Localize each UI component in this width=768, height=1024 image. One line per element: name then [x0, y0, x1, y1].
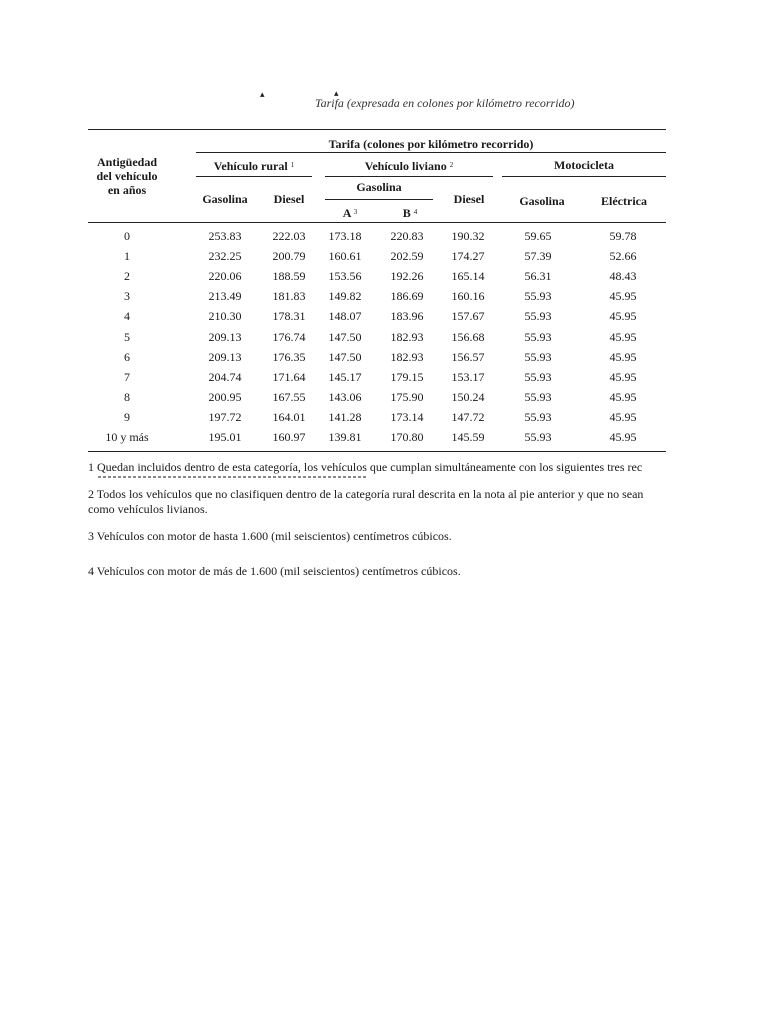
cell-liviano-gasolina-a: 139.81 — [328, 430, 362, 444]
gasolina-rule — [325, 199, 433, 200]
cell-liviano-gasolina-a: 145.17 — [328, 369, 362, 384]
header-liviano-diesel: Diesel — [453, 192, 485, 206]
cell-liviano-diesel: 153.17 — [451, 369, 485, 384]
cell-liviano-diesel: 145.59 — [451, 430, 485, 444]
cell-rural-diesel: 176.35 — [272, 349, 306, 364]
footnote-4: 4 Vehículos con motor de más de 1.600 (mil seiscientos) centímetros cúbicos. — [88, 564, 461, 578]
header-motocicleta: Motocicleta — [554, 158, 614, 172]
cell-liviano-diesel: 156.57 — [451, 349, 485, 364]
cell-moto-gasolina: 55.93 — [524, 389, 552, 404]
cell-moto-electrica: 45.95 — [609, 409, 637, 424]
cell-moto-gasolina: 56.31 — [524, 269, 552, 284]
rural-rule — [196, 176, 312, 177]
cell-liviano-gasolina-a: 148.07 — [328, 309, 362, 324]
cell-row-age: 6 — [124, 349, 130, 364]
cell-moto-electrica: 52.66 — [609, 249, 637, 264]
moto-rule — [502, 176, 666, 177]
group-rule — [196, 152, 666, 153]
header-vehiculo-liviano: Vehículo liviano $^2$ — [364, 159, 454, 173]
cell-liviano-diesel: 174.27 — [451, 249, 485, 264]
cell-rural-diesel: 200.79 — [272, 249, 306, 264]
cell-rural-gasolina: 232.25 — [208, 249, 242, 264]
cell-liviano-gasolina-b: 186.69 — [390, 289, 424, 304]
cell-moto-gasolina: 55.93 — [524, 329, 552, 344]
cell-moto-electrica: 45.95 — [609, 329, 637, 344]
cell-liviano-gasolina-b: 175.90 — [390, 389, 424, 404]
cell-row-age: 10 y más — [105, 430, 149, 444]
cell-liviano-gasolina-a: 173.18 — [328, 229, 362, 243]
cell-moto-electrica: 45.95 — [609, 369, 637, 384]
footnote-3: 3 Vehículos con motor de hasta 1.600 (mil seiscientos) centímetros cúbicos. — [88, 529, 452, 543]
cell-liviano-gasolina-b: 179.15 — [390, 369, 424, 384]
cell-moto-gasolina: 55.93 — [524, 289, 552, 304]
cell-rural-gasolina: 210.30 — [208, 309, 242, 324]
cell-liviano-diesel: 157.67 — [451, 309, 485, 324]
cell-moto-electrica: 45.95 — [609, 349, 637, 364]
cell-rural-gasolina: 209.13 — [208, 329, 242, 344]
cell-rural-gasolina: 204.74 — [208, 369, 242, 384]
cell-moto-gasolina: 55.93 — [524, 430, 552, 444]
cell-moto-electrica: 45.95 — [609, 389, 637, 404]
cell-liviano-diesel: 156.68 — [451, 329, 485, 344]
stray-mark: ▴ — [334, 88, 339, 98]
cell-moto-electrica: 45.95 — [609, 289, 637, 304]
header-rural-gasolina: Gasolina — [202, 192, 248, 206]
table-caption: Tarifa (expresada en colones por kilómetro recorrido) — [315, 96, 575, 110]
cell-moto-gasolina: 55.93 — [524, 349, 552, 364]
cell-rural-gasolina: 197.72 — [208, 409, 242, 424]
cell-rural-gasolina: 220.06 — [208, 269, 242, 284]
header-group-title: Tarifa (colones por kilómetro recorrido) — [328, 137, 534, 151]
header-rural-diesel: Diesel — [273, 192, 305, 206]
header-bottom-rule — [88, 222, 666, 223]
footnote-1: 1 Quedan incluidos dentro de esta categoría, los vehículos que cumplan simultáneamente con los siguientes tres rec — [88, 460, 643, 474]
header-liviano-gasolina: Gasolina — [356, 180, 402, 194]
liviano-rule — [325, 176, 493, 177]
cell-moto-gasolina: 55.93 — [524, 309, 552, 324]
footnote-2: 2 Todos los vehículos que no clasifiquen dentro de la categoría rural descrita en la nota al pie anterior y que no sean como vehículos livianos. — [88, 487, 644, 516]
cell-moto-gasolina: 55.93 — [524, 409, 552, 424]
cell-moto-electrica: 45.95 — [609, 430, 637, 444]
cell-rural-gasolina: 253.83 — [208, 229, 242, 243]
cell-row-age: 7 — [124, 369, 130, 384]
cell-row-age: 1 — [124, 249, 130, 264]
table-bottom-rule — [88, 451, 666, 452]
cell-rural-diesel: 178.31 — [272, 309, 306, 324]
cell-liviano-gasolina-b: 202.59 — [390, 249, 424, 264]
cell-row-age: 2 — [124, 269, 130, 284]
cell-liviano-diesel: 147.72 — [451, 409, 485, 424]
cell-row-age: 0 — [124, 229, 130, 243]
cell-moto-gasolina: 59.65 — [524, 229, 552, 243]
cell-liviano-gasolina-b: 173.14 — [390, 409, 424, 424]
footnote-1-clipped-line — [88, 475, 378, 479]
cell-moto-gasolina: 57.39 — [524, 249, 552, 264]
cell-liviano-gasolina-a: 160.61 — [328, 249, 362, 264]
cell-liviano-diesel: 190.32 — [451, 229, 485, 243]
header-antiguedad: Antigüedad del vehículo en años — [96, 155, 158, 197]
cell-rural-diesel: 181.83 — [272, 289, 306, 304]
cell-liviano-diesel: 150.24 — [451, 389, 485, 404]
cell-rural-gasolina: 200.95 — [208, 389, 242, 404]
cell-row-age: 8 — [124, 389, 130, 404]
cell-rural-diesel: 171.64 — [272, 369, 306, 384]
cell-moto-electrica: 45.95 — [609, 309, 637, 324]
header-gasolina-b: B $^4$ — [402, 206, 418, 220]
cell-liviano-gasolina-a: 141.28 — [328, 409, 362, 424]
cell-liviano-gasolina-b: 170.80 — [390, 430, 424, 444]
cell-rural-diesel: 167.55 — [272, 389, 306, 404]
cell-row-age: 4 — [124, 309, 130, 324]
cell-liviano-gasolina-b: 182.93 — [390, 349, 424, 364]
cell-liviano-gasolina-a: 143.06 — [328, 389, 362, 404]
header-moto-gasolina: Gasolina — [519, 194, 565, 208]
cell-liviano-diesel: 165.14 — [451, 269, 485, 284]
cell-liviano-gasolina-b: 182.93 — [390, 329, 424, 344]
cell-liviano-diesel: 160.16 — [451, 289, 485, 304]
cell-rural-diesel: 222.03 — [272, 229, 306, 243]
cell-moto-electrica: 59.78 — [609, 229, 637, 243]
cell-liviano-gasolina-b: 220.83 — [390, 229, 424, 243]
cell-rural-gasolina: 213.49 — [208, 289, 242, 304]
cell-row-age: 5 — [124, 329, 130, 344]
table-top-rule — [88, 129, 666, 130]
cell-liviano-gasolina-a: 153.56 — [328, 269, 362, 284]
cell-rural-gasolina: 209.13 — [208, 349, 242, 364]
cell-liviano-gasolina-b: 192.26 — [390, 269, 424, 284]
cell-moto-gasolina: 55.93 — [524, 369, 552, 384]
cell-row-age: 3 — [124, 289, 130, 304]
cell-rural-diesel: 160.97 — [272, 430, 306, 444]
cell-rural-gasolina: 195.01 — [208, 430, 242, 444]
cell-rural-diesel: 176.74 — [272, 329, 306, 344]
cell-liviano-gasolina-b: 183.96 — [390, 309, 424, 324]
cell-row-age: 9 — [124, 409, 130, 424]
header-gasolina-a: A $^3$ — [342, 206, 358, 220]
header-moto-electrica: Eléctrica — [601, 194, 647, 208]
cell-rural-diesel: 164.01 — [272, 409, 306, 424]
stray-mark: ▴ — [260, 89, 265, 99]
cell-liviano-gasolina-a: 147.50 — [328, 349, 362, 364]
cell-liviano-gasolina-a: 147.50 — [328, 329, 362, 344]
header-vehiculo-rural: Vehículo rural $^1$ — [213, 159, 295, 173]
cell-moto-electrica: 48.43 — [609, 269, 637, 284]
cell-liviano-gasolina-a: 149.82 — [328, 289, 362, 304]
cell-rural-diesel: 188.59 — [272, 269, 306, 284]
